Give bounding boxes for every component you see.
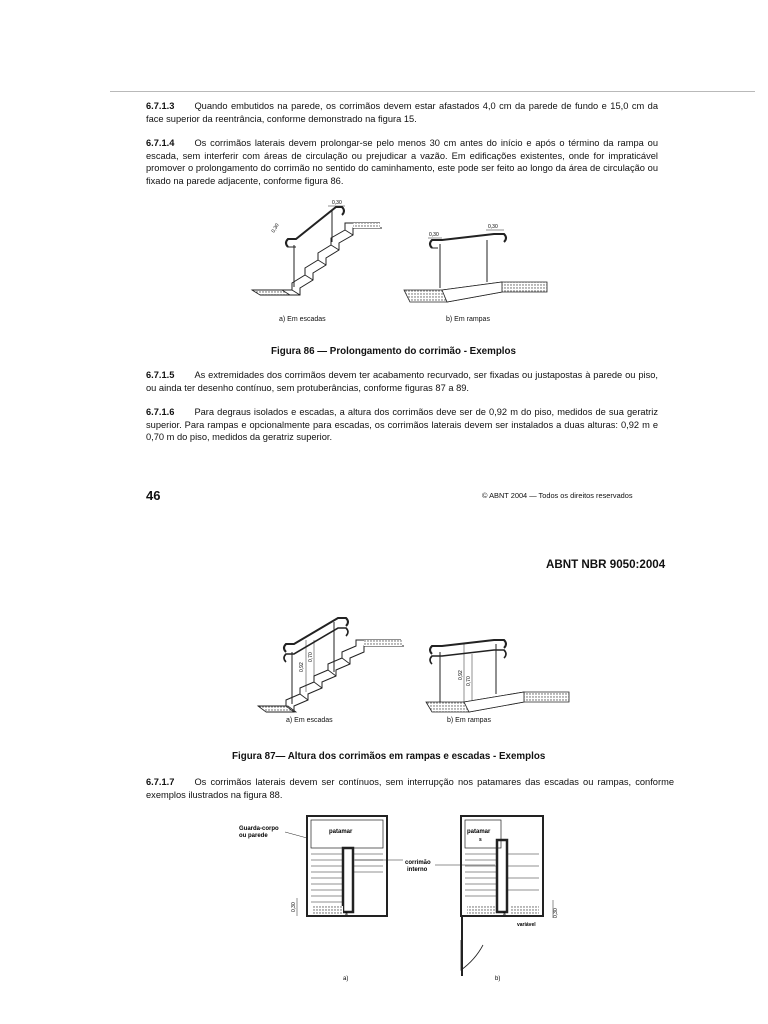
paragraph-6-7-1-3 [146, 100, 658, 125]
dim-label: 0,92 [458, 670, 464, 680]
dim-label: 0,92 [299, 662, 305, 672]
variavel-label: variável [517, 922, 536, 928]
figure-86-title: Figura 86 — Prolongamento do corrimão - Exemplos [271, 346, 516, 357]
figure-87-title: Figura 87— Altura dos corrimãos em rampas e escadas - Exemplos [232, 751, 546, 762]
paragraph-text: Para degraus isolados e escadas, a altura dos corrimãos deve ser de 0,92 m do piso, medidos de sua geratriz superior. Para rampas e opcionalmente para escadas, os corrimãos laterais devem ser instalados a duas alturas: 0,92 m e 0,70 m do piso, medidos da geratriz superior. [146, 407, 658, 443]
paragraph-6-7-1-4 [146, 137, 658, 187]
dim-label: 0,30 [332, 200, 342, 206]
figure-87-ramp-drawing [424, 630, 574, 725]
figure-86-ramp-drawing [402, 212, 552, 312]
dim-label: 0,30 [291, 902, 297, 912]
section-number: 6.7.1.5 [146, 370, 175, 380]
paragraph-text: Os corrimãos laterais devem prolongar-se pelo menos 30 cm antes do início e após o término da rampa ou escada, sem interferir com áreas de circulação ou prejudicar a vazão. Em edificações existentes, onde for impraticável promover o prolongamento do corrimão no sentido do caminhamento, este pode ser feito ao longo da área de circulação ou fixado na parede adjacente, conforme figura 86. [146, 138, 658, 186]
figure-86-stairs-drawing [250, 195, 385, 315]
corrimao-label-2: interno [407, 867, 428, 873]
dim-label: 0,30 [270, 222, 281, 234]
paragraph-text: Os corrimãos laterais devem ser contínuos, sem interrupção nos patamares das escadas ou rampas, conforme exemplos ilustrados na figura 88. [146, 777, 674, 800]
figure-86-caption-a: a) Em escadas [279, 316, 326, 323]
figure-88-caption-a: a) [343, 976, 349, 982]
section-number: 6.7.1.3 [146, 101, 175, 111]
paragraph-text: Quando embutidos na parede, os corrimãos devem estar afastados 4,0 cm da parede de fundo e 15,0 cm da face superior da reentrância, conforme demonstrado na figura 15. [146, 101, 658, 124]
patamar-label-a: patamar [329, 829, 353, 835]
running-header: ABNT NBR 9050:2004 [546, 558, 666, 571]
corrimao-label-1: corrimão [405, 860, 431, 866]
figure-87-caption-a: a) Em escadas [286, 717, 333, 724]
s-label: s [503, 911, 506, 917]
figure-87-caption-b: b) Em rampas [447, 717, 491, 724]
s-label: s [479, 837, 482, 843]
page-number: 46 [146, 488, 161, 503]
figure-87-stairs-drawing [256, 610, 406, 720]
dim-label: 0,30 [488, 224, 498, 230]
section-number: 6.7.1.6 [146, 407, 175, 417]
dim-label: 0,70 [308, 652, 314, 662]
dim-label: 0,30 [429, 232, 439, 238]
section-number: 6.7.1.4 [146, 138, 175, 148]
dim-label: 0,70 [466, 676, 472, 686]
guard-label-1: Guarda-corpo [239, 826, 279, 832]
section-number: 6.7.1.7 [146, 777, 175, 787]
dim-label: 0,30 [553, 908, 559, 918]
figure-88-caption-b: b) [495, 976, 501, 982]
guard-label-2: ou parede [239, 833, 268, 839]
paragraph-6-7-1-5 [146, 369, 658, 394]
figure-88-drawing [235, 810, 565, 985]
patamar-label-b: patamar [467, 829, 491, 835]
copyright: © ABNT 2004 — Todos os direitos reservados [482, 491, 633, 500]
figure-86-caption-b: b) Em rampas [446, 316, 490, 323]
paragraph-text: As extremidades dos corrimãos devem ter acabamento recurvado, ser fixadas ou justapostas à parede ou piso, ou ainda ter desenho contínuo, sem protuberâncias, conforme figuras 87 a 89. [146, 370, 658, 393]
paragraph-6-7-1-7 [146, 776, 674, 801]
top-rule [110, 91, 755, 92]
paragraph-6-7-1-6 [146, 406, 658, 444]
s-label: s [345, 911, 348, 917]
